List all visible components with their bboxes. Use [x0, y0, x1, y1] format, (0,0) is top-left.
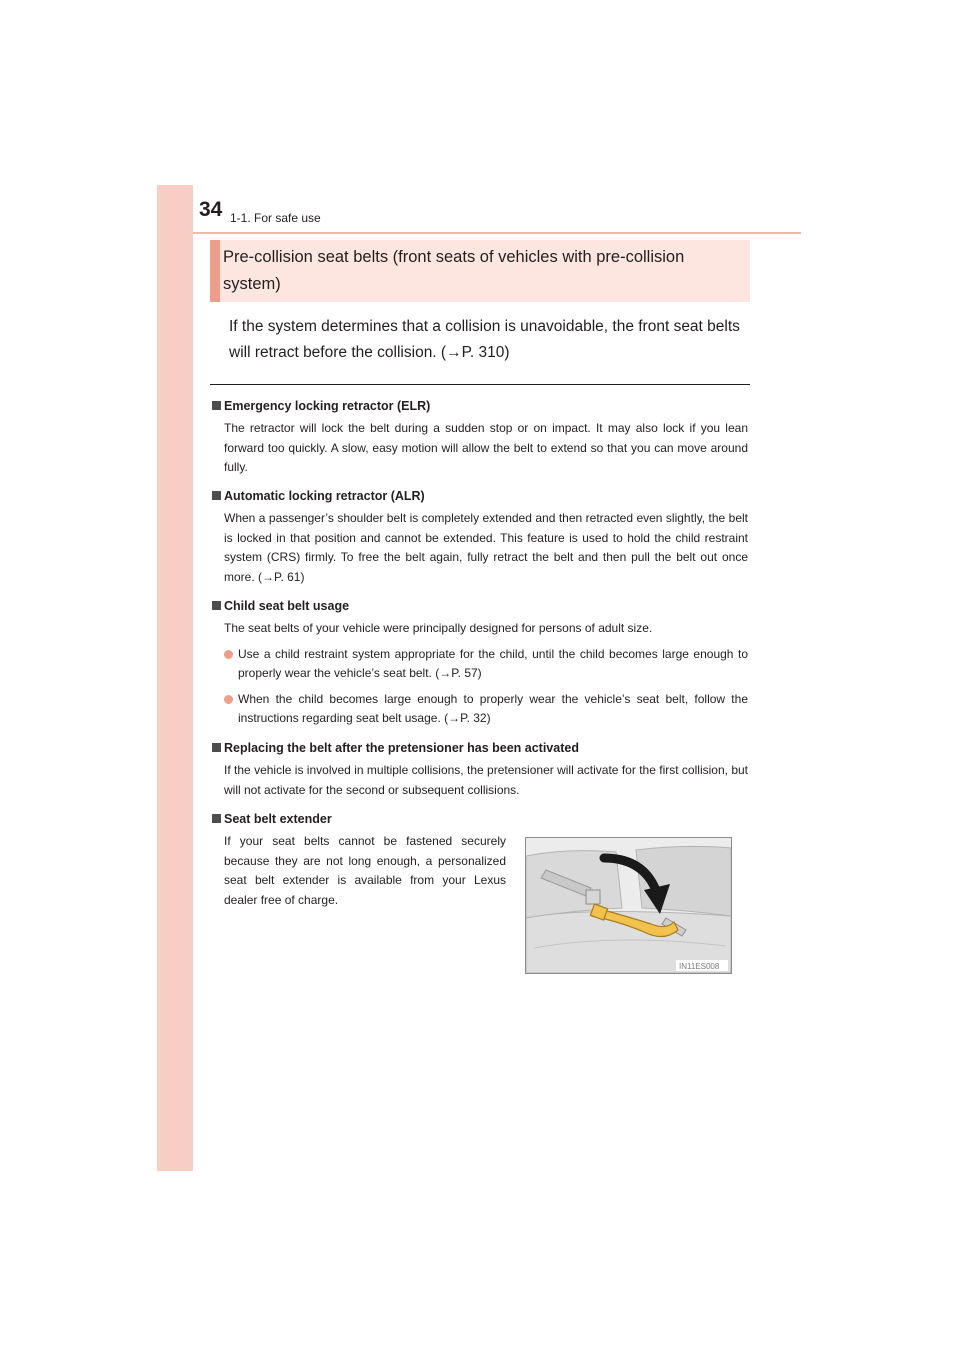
seat-belt-extender-illustration [525, 837, 732, 974]
callout-box [210, 240, 750, 302]
intro-paragraph: If the system determines that a collision is unavoidable, the front seat belts will retract before the collision. (→P. 310) [229, 318, 740, 361]
section-alr [212, 487, 748, 587]
section-body: When a passenger’s shoulder belt is completely extended and then retracted even slightly, the belt is locked in that position and cannot be extended. This feature is used to hold the child restraint system (CRS) firmly. To free the belt again, fully retract the belt and then pull the belt out once more. (→P. 61) [224, 511, 748, 584]
section-body: The seat belts of your vehicle were principally designed for persons of adult size. [224, 621, 653, 635]
section-body: If your seat belts cannot be fastened securely because they are not long enough, a personalized seat belt extender is available from your Lexus dealer free of charge. [224, 834, 506, 907]
square-bullet-icon [212, 601, 221, 610]
list-item [224, 645, 748, 684]
list-item-text: Use a child restraint system appropriate for the child, until the child becomes large enough to properly wear the vehicle’s seat belt. (→P. 57) [238, 646, 748, 680]
section-body: If the vehicle is involved in multiple collisions, the pretensioner will activate for the first collision, but will not activate for the second or subsequent collisions. [224, 763, 748, 797]
section-elr [212, 397, 748, 478]
illustration-code: IN11ES008 [679, 962, 720, 971]
section-child-seat-belt [212, 597, 748, 729]
header-rule [193, 232, 801, 234]
list-item-text: When the child becomes large enough to properly wear the vehicle’s seat belt, follow the instructions regarding seat belt usage. (→P. 32) [238, 691, 748, 725]
section-title: 1-1. For safe use [230, 211, 321, 225]
section-heading: Replacing the belt after the pretensioner has been activated [224, 741, 579, 755]
seat-belt-extender-drawing [526, 838, 731, 973]
square-bullet-icon [212, 814, 221, 823]
section-heading: Emergency locking retractor (ELR) [224, 399, 431, 413]
page-number: 34 [199, 198, 223, 221]
square-bullet-icon [212, 401, 221, 410]
section-heading: Seat belt extender [224, 812, 332, 826]
side-tab [157, 185, 193, 1171]
section-heading: Child seat belt usage [224, 599, 350, 613]
section-body: The retractor will lock the belt during a sudden stop or on impact. It may also lock if you lean forward too quickly. A slow, easy motion will allow the belt to extend so that you can move around fully. [224, 421, 748, 474]
section-pretensioner [212, 739, 748, 800]
round-bullet-icon [224, 695, 233, 704]
callout-accent-bar [210, 240, 220, 302]
callout-title: Pre-collision seat belts (front seats of vehicles with pre-collision system) [223, 248, 685, 293]
square-bullet-icon [212, 491, 221, 500]
section-heading: Automatic locking retractor (ALR) [224, 489, 425, 503]
list-item [224, 690, 748, 729]
round-bullet-icon [224, 650, 233, 659]
divider [210, 384, 750, 385]
square-bullet-icon [212, 743, 221, 752]
